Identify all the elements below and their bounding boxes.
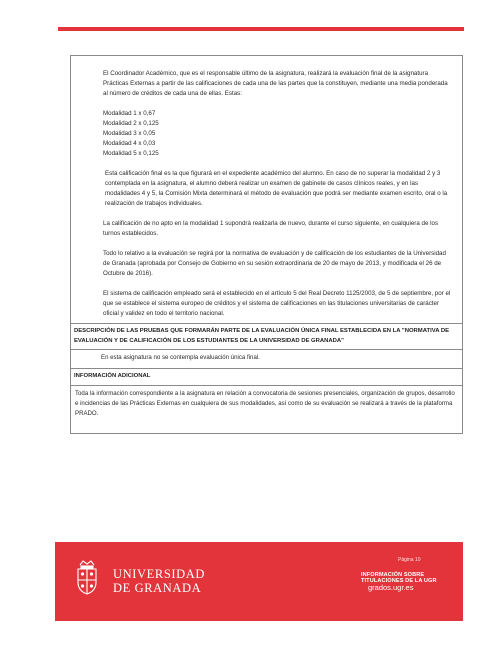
paragraph-sistema-calificacion: El sistema de calificación empleado será el establecido en el artículo 5 del Real Decreto 1125/2003, de 5 de septiembre, por el que se establece el sistema europeo de créditos y el sistema de calificaciones en las titulaciones universitarias de carácter oficial y validez en todo el territorio nacional. — [103, 290, 451, 317]
website-link[interactable]: grados.ugr.es — [368, 583, 414, 592]
paragraph-no-apto: La calificación de no apto en la modalidad 1 supondrá realizarla de nuevo, durante el curso siguiente, en cualquiera de los turnos establecidos. — [103, 220, 439, 237]
university-name-line1: UNIVERSIDAD — [113, 567, 206, 581]
university-name — [113, 567, 205, 595]
paragraph-normativa: Todo lo relativo a la evaluación se regirá por la normativa de evaluación y de calificación de los estudiantes de la Universidad de Granada (aprobada por Consejo de Gobierno en su sesión extraordinaria de 20 de mayo de 2013, y modificada el 26 de Octubre de 2016). — [103, 250, 446, 277]
titulaciones-info: INFORMACIÓN SOBRE TITULACIONES DE LA UGR — [361, 572, 437, 584]
page-number: Página 10 — [398, 557, 421, 563]
paragraph-final-grade: Esta calificación final es la que figurará en el expediente académico del alumno. En caso de no superar la modalidad 2 y 3 contemplada en la asignatura, el alumno deberá realizar un examen de gabinete de casos clínicos reales, y en las modalidades 4 y 5, la Comisión Mixta determinará el método de evaluación que podrá ser mediante examen escrito, oral o la realización de trabajos individuales. — [105, 170, 448, 207]
modalidad-item: Modalidad 3 x 0,05 — [103, 130, 156, 137]
university-name-line2: DE GRANADA — [113, 581, 202, 595]
modalidad-item: Modalidad 2 x 0,125 — [103, 120, 159, 127]
footer-banner — [55, 542, 463, 621]
modalidad-item: Modalidad 1 x 0,67 — [103, 110, 156, 117]
modalidad-item: Modalidad 5 x 0,125 — [103, 150, 159, 157]
evaluation-table — [70, 55, 463, 434]
modalidad-item: Modalidad 4 x 0,03 — [103, 140, 156, 147]
university-crest-icon — [74, 560, 100, 596]
section-heading-evaluacion-unica: DESCRIPCIÓN DE LAS PRUEBAS QUE FORMARÁN PARTE DE LA EVALUACIÓN ÚNICA FINAL ESTABLECIDA EN LA "NORMATIVA DE EVALUACIÓN Y DE CALIFICACIÓN DE LOS ESTUDIANTES DE LA UNIVERSIDAD DE GRANADA" — [71, 323, 462, 349]
paragraph-coordinator: El Coordinador Académico, que es el responsable último de la asignatura, realizará la evaluación final de la asignatura Prácticas Externas a partir de las calificaciones de cada una de las partes que la constituyen, mediante una media ponderada al número de créditos de cada una de ellas. Estas: — [103, 70, 448, 97]
header-rule — [58, 27, 464, 31]
evaluation-description — [71, 56, 462, 323]
modalidades-list — [103, 109, 454, 159]
info-adicional-text: Toda la información correspondiente a la asignatura en relación a convocatoria de sesiones presenciales, organización de grupos, desarrollo e incidencias de las Prácticas Externas en cualquiera de sus modalidades, así como de su evaluación se realizará a través de la plataforma PRADO. — [71, 385, 462, 433]
section-heading-info-adicional: INFORMACIÓN ADICIONAL — [71, 368, 462, 385]
evaluacion-unica-text: En esta asignatura no se contempla evaluación única final. — [71, 349, 462, 368]
